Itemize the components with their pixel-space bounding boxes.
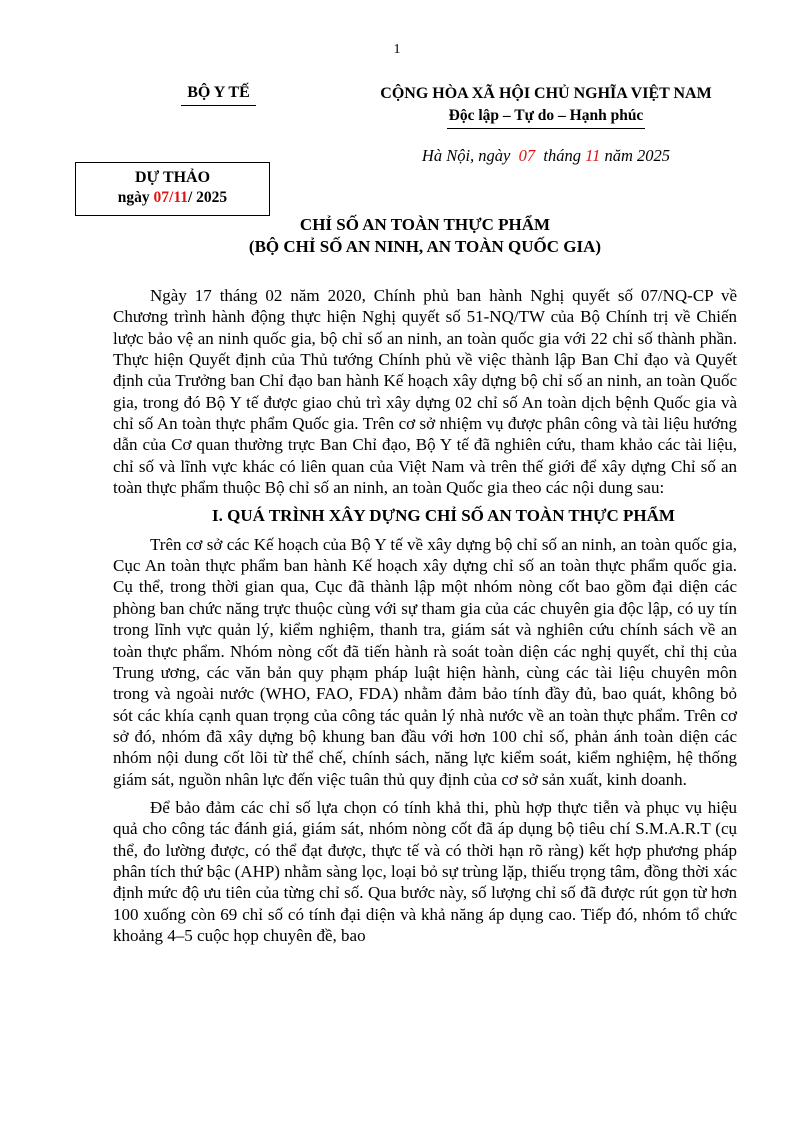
dateline-mid: tháng <box>535 146 586 165</box>
body-paragraph: Trên cơ sở các Kế hoạch của Bộ Y tế về xây dựng bộ chỉ số an ninh, an toàn quốc gia, Cục An toàn thực phẩm ban hành Kế hoạch xây dựng chỉ số an toàn thực phẩm quốc gia. Cụ thể, trong thời gian qua, Cục đã thành lập một nhóm nòng cốt bao gồm đại diện các phòng ban chức năng trực thuộc cùng với sự tham gia của các chuyên gia độc lập, có uy tín trong lĩnh vực quản lý, kiểm nghiệm, thanh tra, giám sát và nghiên cứu chính sách về an toàn thực phẩm. Nhóm nòng cốt đã tiến hành rà soát toàn diện các nghị quyết, chỉ thị của Trung ương, các văn bản quy phạm pháp luật hiện hành, cùng các tài liệu chuyên môn trong và ngoài nước (WHO, FAO, FDA) nhằm đảm bảo tính đầy đủ, bao quát, không bỏ sót các khía cạnh quan trọng của công tác quản lý nhà nước về an toàn thực phẩm. Trên cơ sở đó, nhóm đã xây dựng bộ khung ban đầu với hơn 100 chỉ số, phản ánh toàn diện các nhóm nội dung cốt lõi từ thể chế, chính sách, năng lực kiểm soát, kiểm nghiệm, hệ thống giám sát, nguồn nhân lực đến việc tuân thủ quy định của cơ sở sản xuất, kinh doanh. <box>113 534 737 789</box>
document-title-line2: (BỘ CHỈ SỐ AN NINH, AN TOÀN QUỐC GIA) <box>248 236 602 256</box>
dateline-suffix: năm 2025 <box>600 146 671 165</box>
draft-date-suffix: / 2025 <box>188 189 228 206</box>
draft-stamp-title: DỰ THẢO <box>134 169 211 186</box>
page-number: 1 <box>393 42 401 57</box>
dateline <box>352 146 740 166</box>
document-body <box>113 285 737 953</box>
issuing-org-block <box>75 84 362 106</box>
dateline-prefix: Hà Nội, ngày <box>421 146 519 165</box>
national-motto-line2-wrap <box>352 106 740 129</box>
document-title-line1: CHỈ SỐ AN TOÀN THỰC PHẨM <box>299 215 551 234</box>
draft-date-red: 07/11 <box>153 189 188 206</box>
section-1-heading: I. QUÁ TRÌNH XÂY DỰNG CHỈ SỐ AN TOÀN THỰC PHẨM <box>212 506 675 526</box>
draft-stamp-date <box>80 188 265 208</box>
intro-paragraph: Ngày 17 tháng 02 năm 2020, Chính phủ ban hành Nghị quyết số 07/NQ-CP về Chương trình hành động thực hiện Nghị quyết số 51-NQ/TW của Bộ Chính trị về Chiến lược bảo vệ an ninh quốc gia, bộ chỉ số an ninh, an toàn quốc gia với 22 chỉ số thành phần. Thực hiện Quyết định của Thủ tướng Chính phủ về việc thành lập Ban Chỉ đạo và Quyết định của Trưởng ban Chỉ đạo ban hành Kế hoạch xây dựng bộ chỉ số an ninh, an toàn Quốc gia, trong đó Bộ Y tế được giao chủ trì xây dựng 02 chỉ số An toàn dịch bệnh Quốc gia và chỉ số An toàn thực phẩm Quốc gia. Trên cơ sở nhiệm vụ được phân công và tài liệu hướng dẫn của Cơ quan thường trực Ban Chỉ đạo, Bộ Y tế đã nghiên cứu, tham khảo các tài liệu, chỉ số và lĩnh vực khác có liên quan của Việt Nam và trên thế giới để xây dựng Chỉ số an toàn thực phẩm thuộc Bộ chỉ số an ninh, an toàn Quốc gia theo các nội dung sau: <box>113 286 737 498</box>
draft-stamp-box <box>75 162 270 216</box>
document-title <box>113 214 737 257</box>
national-header-block <box>352 84 740 166</box>
dateline-day: 07 <box>518 146 536 165</box>
draft-date-prefix: ngày <box>117 189 154 206</box>
body-paragraph: Để bảo đảm các chỉ số lựa chọn có tính khả thi, phù hợp thực tiễn và phục vụ hiệu quả cho công tác đánh giá, giám sát, nhóm nòng cốt đã áp dụng bộ tiêu chí S.M.A.R.T (cụ thể, đo lường được, có thể đạt được, thực tế và có thời hạn rõ ràng) kết hợp phương pháp phân tích thứ bậc (AHP) nhằm sàng lọc, loại bỏ sự trùng lặp, thiếu trọng tâm, đồng thời xác định mức độ ưu tiên của từng chỉ số. Qua bước này, số lượng chỉ số đã được rút gọn từ hơn 100 xuống còn 69 chỉ số có tính đại diện và khả năng áp dụng cao. Tiếp đó, nhóm tổ chức khoảng 4–5 cuộc họp chuyên đề, bao <box>113 797 737 945</box>
national-motto-line2: Độc lập – Tự do – Hạnh phúc <box>447 106 646 129</box>
national-motto-line1: CỘNG HÒA XÃ HỘI CHỦ NGHĨA VIỆT NAM <box>380 85 712 102</box>
issuing-org-name: BỘ Y TẾ <box>181 84 256 106</box>
dateline-month: 11 <box>585 146 601 165</box>
